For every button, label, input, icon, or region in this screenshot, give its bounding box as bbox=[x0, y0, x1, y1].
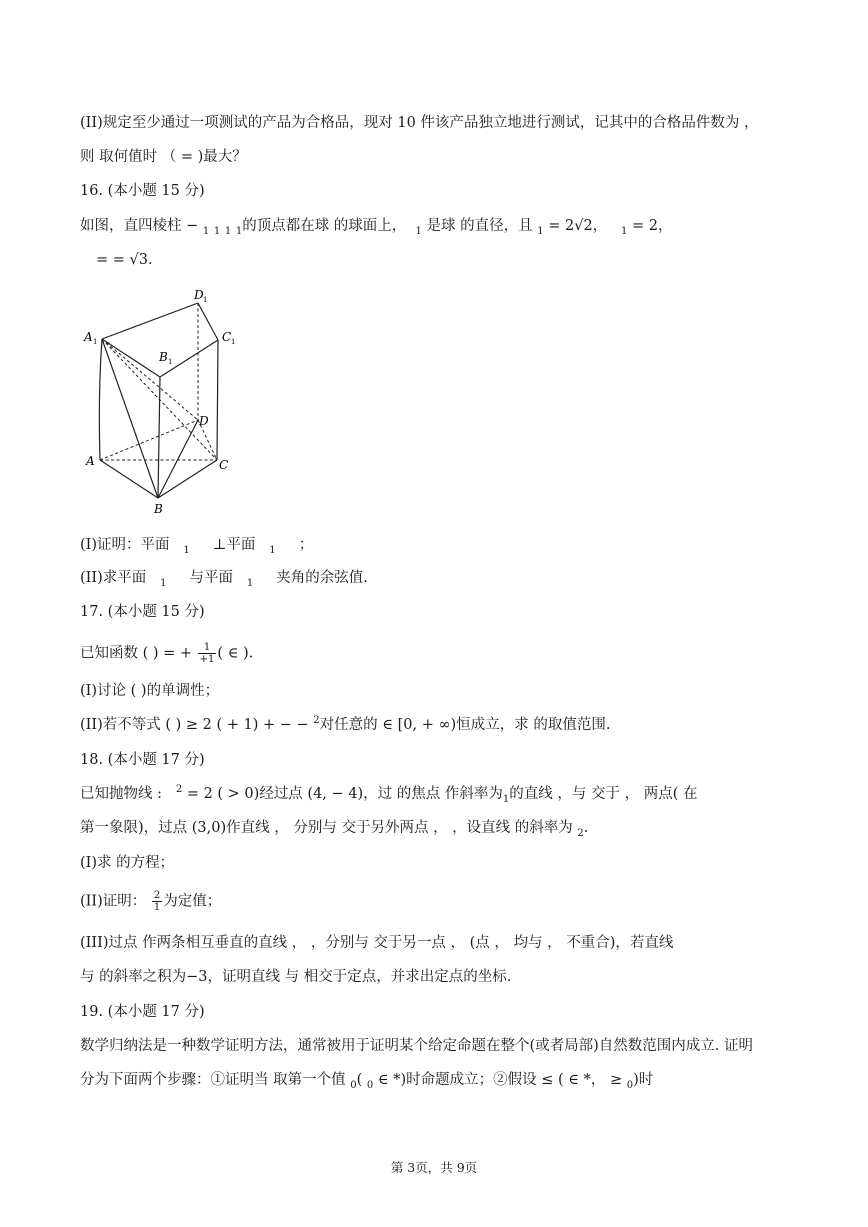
text-b: 对任意的 ∈ [0, + ∞)恒成立，求 的取值范围. bbox=[319, 717, 611, 733]
text-b: . bbox=[583, 820, 589, 836]
subscript: 1 bbox=[224, 226, 232, 237]
text-a: 如图，直四棱柱 − bbox=[80, 218, 199, 234]
subscript: 1 bbox=[213, 226, 221, 237]
edge-a-d bbox=[100, 420, 198, 460]
text: = = √3. bbox=[96, 252, 153, 268]
text: 与 的斜率之积为−3，证明直线 与 相交于定点，并求出定点的坐标. bbox=[80, 969, 512, 985]
subscript: 1 bbox=[269, 545, 276, 556]
text-a: 已知函数 ( ) = + bbox=[80, 645, 193, 662]
title-text: 19. (本小题 17 分) bbox=[80, 1004, 205, 1020]
subscript: 0 bbox=[626, 1080, 634, 1091]
text-b: 的顶点都在球 的球面上， bbox=[242, 218, 407, 234]
subscript: 0 bbox=[366, 1080, 374, 1091]
edge-a1-b bbox=[102, 339, 158, 498]
edge-b-d bbox=[158, 420, 198, 498]
question-15-part-ii-line1 bbox=[80, 113, 759, 133]
question-17-part-i bbox=[80, 681, 219, 701]
title-text: 17. (本小题 15 分) bbox=[80, 604, 205, 620]
text-a: 分为下面两个步骤：①证明当 取第一个值 bbox=[80, 1072, 346, 1088]
question-18-text-line2 bbox=[80, 818, 588, 840]
label-c: C bbox=[219, 458, 229, 472]
page-number: 第 3页，共 9页 bbox=[390, 1160, 478, 1175]
label-d: D bbox=[199, 414, 209, 428]
label-b1: B bbox=[159, 350, 168, 364]
question-18-part-iii-line1 bbox=[80, 933, 673, 953]
text-d: )时 bbox=[633, 1072, 654, 1088]
text: 数学归纳法是一种数学证明方法，通常被用于证明某个给定命题在整个(或者局部)自然数范围内成立. 证明 bbox=[80, 1038, 754, 1054]
superscript: 2 bbox=[313, 715, 320, 726]
subscript: 1 bbox=[621, 226, 628, 237]
text-b: 为定值； bbox=[163, 893, 222, 910]
question-18-title bbox=[80, 750, 205, 770]
edge-b-c bbox=[158, 460, 217, 498]
text: (III)过点 作两条相互垂直的直线 ， ，分别与 交于另一点 ， (点 ， 均与 ， 不重合)，若直线 bbox=[80, 935, 674, 951]
denominator: +1 bbox=[199, 654, 215, 665]
subscript: 1 bbox=[537, 226, 544, 237]
question-19-text-line1 bbox=[80, 1036, 753, 1056]
label-b1-sub: 1 bbox=[168, 358, 173, 366]
edge-d1-c1 bbox=[198, 303, 218, 340]
text-e: = 2， bbox=[631, 218, 673, 234]
prism-figure bbox=[80, 285, 240, 515]
edge-c1-c bbox=[217, 340, 218, 460]
text-c: 是球 的直径，且 bbox=[426, 218, 533, 234]
edge-a1-d1 bbox=[102, 303, 198, 339]
text: (I)求 的方程； bbox=[80, 855, 175, 871]
text-b: ⊥平面 bbox=[212, 537, 256, 553]
label-d1-sub: 1 bbox=[203, 296, 208, 304]
question-15-part-ii-line2 bbox=[80, 147, 247, 167]
question-16-title bbox=[80, 181, 205, 201]
text-a: (I)证明：平面 bbox=[80, 537, 170, 553]
subscript: 1 bbox=[202, 226, 210, 237]
text-c: 的直线 ，与 交于 ， 两点( 在 bbox=[509, 786, 698, 802]
text-d: = 2√2， bbox=[548, 218, 608, 234]
question-19-text-line2 bbox=[80, 1070, 653, 1092]
subscript: 1 bbox=[235, 226, 243, 237]
label-a: A bbox=[86, 454, 95, 468]
fraction bbox=[198, 642, 217, 665]
question-18-part-i bbox=[80, 853, 174, 873]
text-b: 与平面 bbox=[189, 570, 234, 586]
question-16-text-line1 bbox=[80, 216, 672, 238]
edge-a-b bbox=[100, 460, 158, 498]
label-a1: A bbox=[84, 330, 93, 344]
edge-a1-a bbox=[99, 339, 102, 460]
text-c: ∈ *)时命题成立；②假设 ≤ ( ∈ *， ≥ bbox=[377, 1072, 623, 1088]
text-a: 已知抛物线 : bbox=[80, 786, 162, 802]
text-a: 第一象限)，过点 (3,0)作直线 ， 分别与 交于另外两点 ， ，设直线 的斜率为 bbox=[80, 820, 573, 836]
edge-b1-b bbox=[158, 377, 160, 498]
subscript: 1 bbox=[160, 578, 167, 589]
page-footer bbox=[0, 1158, 868, 1176]
fraction bbox=[152, 890, 162, 913]
question-18-part-iii-line2 bbox=[80, 967, 511, 987]
question-16-part-i bbox=[80, 535, 313, 557]
numerator: 2 bbox=[153, 890, 161, 901]
text-a: (II)若不等式 ( ) ≥ 2 ( + 1) + − − bbox=[80, 717, 309, 733]
question-19-title bbox=[80, 1002, 205, 1022]
superscript: 2 bbox=[175, 784, 183, 795]
subscript: 2 bbox=[577, 828, 584, 839]
denominator: 1 bbox=[153, 902, 161, 913]
question-17-title bbox=[80, 602, 205, 622]
title-text: 16. (本小题 15 分) bbox=[80, 183, 205, 199]
title-text: 18. (本小题 17 分) bbox=[80, 752, 205, 768]
text-b: ( bbox=[356, 1072, 363, 1088]
label-c1-sub: 1 bbox=[231, 338, 236, 346]
question-16-part-ii bbox=[80, 568, 368, 590]
question-18-part-ii bbox=[80, 890, 221, 913]
edge-a1-b1 bbox=[102, 339, 160, 377]
subscript: 1 bbox=[246, 578, 254, 589]
text-c: 夹角的余弦值. bbox=[276, 570, 368, 586]
text: (II)规定至少通过一项测试的产品为合格品，现对 10 件该产品独立地进行测试，记其中的合格品件数为 ， bbox=[80, 115, 759, 131]
text-c: ； bbox=[298, 537, 314, 553]
subscript: 1 bbox=[415, 226, 422, 237]
label-c1: C bbox=[222, 330, 232, 344]
text-b: = 2 ( > 0)经过点 (4, − 4)，过 的焦点 作斜率为 bbox=[186, 786, 503, 802]
text-b: ( ∈ ). bbox=[217, 645, 254, 662]
text: 则 取何值时 （ = )最大？ bbox=[80, 149, 247, 165]
question-16-text-line2 bbox=[96, 250, 153, 270]
subscript: 1 bbox=[183, 545, 190, 556]
text-a: (II)证明： bbox=[80, 893, 147, 910]
numerator: 1 bbox=[198, 642, 217, 654]
label-b: B bbox=[154, 502, 163, 515]
text-a: (II)求平面 bbox=[80, 570, 147, 586]
label-a1-sub: 1 bbox=[93, 338, 98, 346]
text: (I)讨论 ( )的单调性； bbox=[80, 683, 220, 699]
label-d1: D bbox=[194, 288, 204, 302]
question-18-text-line1 bbox=[80, 784, 697, 806]
subscript: 1 bbox=[502, 794, 510, 805]
question-17-text bbox=[80, 642, 253, 665]
question-17-part-ii bbox=[80, 715, 610, 737]
subscript: 0 bbox=[350, 1080, 357, 1091]
